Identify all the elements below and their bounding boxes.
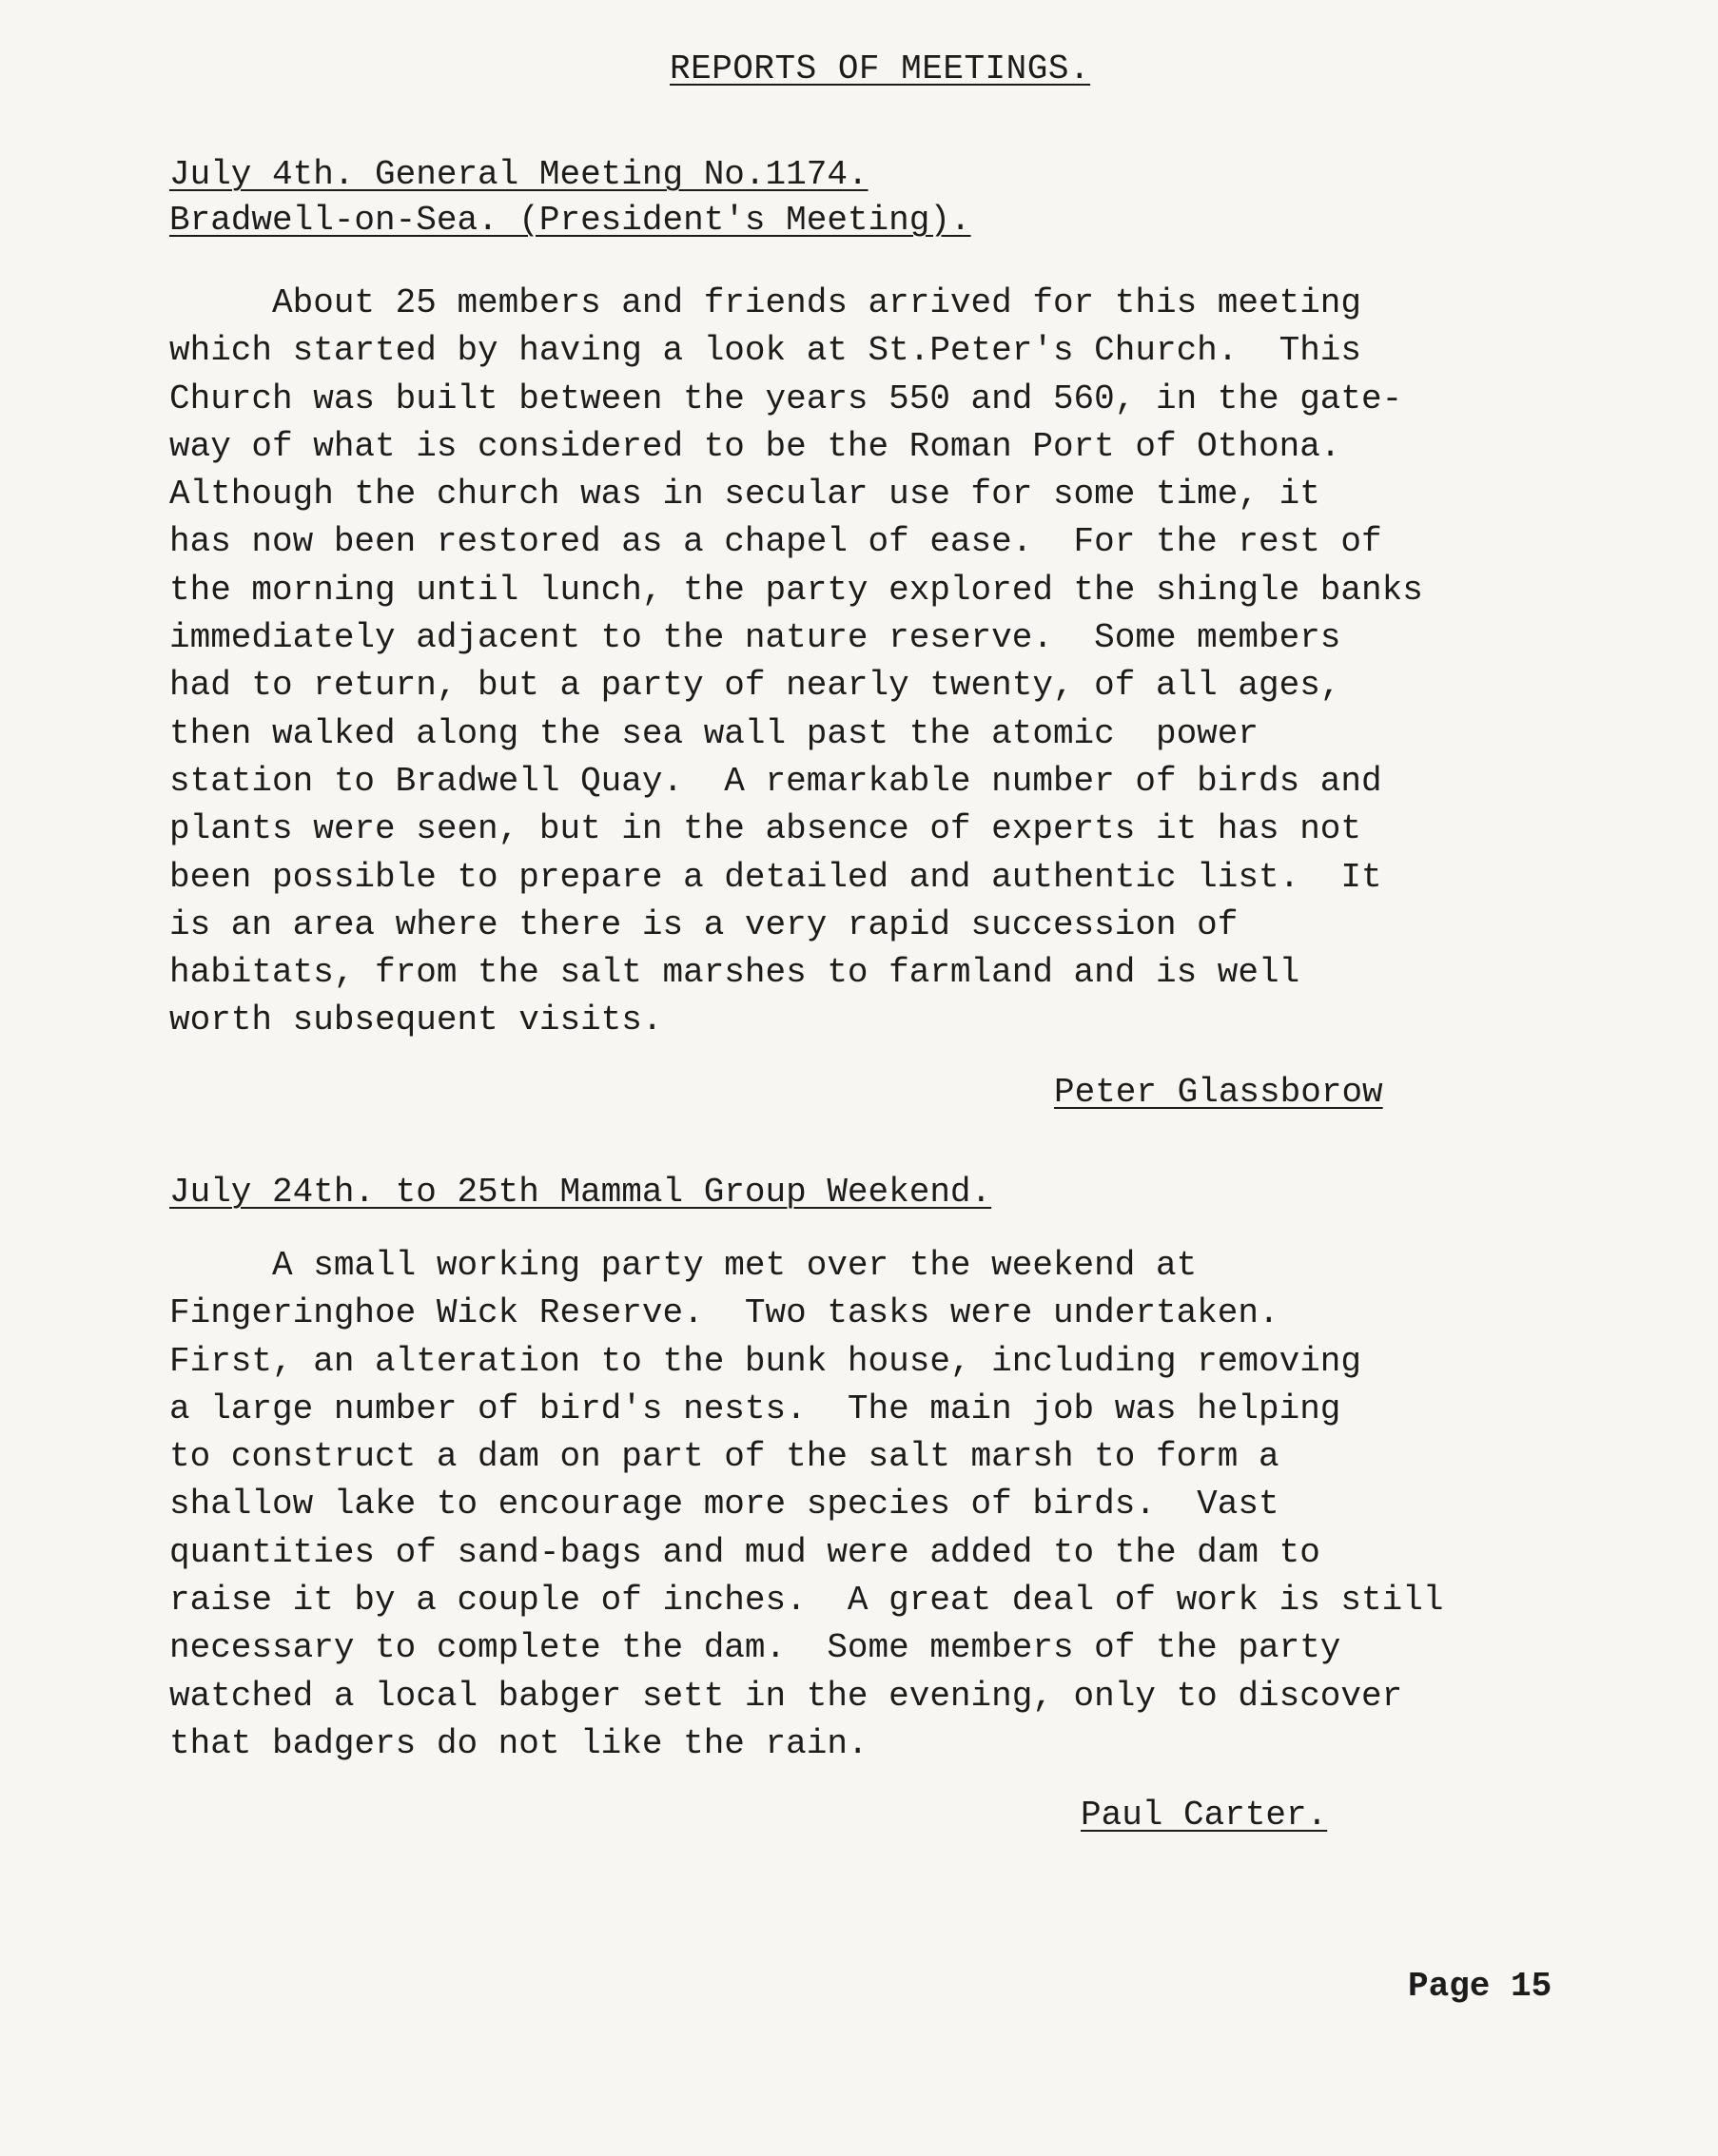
- report-body-mammal-group: A small working party met over the weekend at Fingeringhoe Wick Reserve. Two tasks were undertaken. First, an alteration to the bunk house, including removing a large number of bird's nests. The main job was helping to construct a dam on part of the salt marsh to form a shallow lake to encourage more species of birds. Vast quantities of sand-bags and mud were added to the dam to raise it by a couple of inches. A great deal of work is still necessary to complete the dam. Some members of the party watched a local babger sett in the evening, only to discover that badgers do not like the rain.: [169, 1246, 1444, 1763]
- report-heading-line: Bradwell-on-Sea. (President's Meeting).: [169, 201, 971, 240]
- report-heading-line: July 4th. General Meeting No.1174.: [169, 155, 869, 194]
- page-title: REPORTS OF MEETINGS.: [670, 49, 1091, 88]
- report-heading-bradwell: [169, 152, 971, 243]
- report-signature-mammal-group: Paul Carter.: [1081, 1796, 1328, 1835]
- page-number: Page 15: [1408, 1967, 1552, 2006]
- report-body-bradwell: About 25 members and friends arrived for this meeting which started by having a look at St.Peter's Church. This Church was built between the years 550 and 560, in the gate- way of what is considered to be the Roman Port of Othona. Although the church was in secular use for some time, it has now been restored as a chapel of ease. For the rest of the morning until lunch, the party explored the shingle banks immediately adjacent to the nature reserve. Some members had to return, but a party of nearly twenty, of all ages, then walked along the sea wall past the atomic power station to Bradwell Quay. A remarkable number of birds and plants were seen, but in the absence of experts it has not been possible to prepare a detailed and authentic list. It is an area where there is a very rapid succession of habitats, from the salt marshes to farmland and is well worth subsequent visits.: [169, 283, 1423, 1040]
- report-heading-line: July 24th. to 25th Mammal Group Weekend.: [169, 1173, 992, 1212]
- report-signature-bradwell: Peter Glassborow: [1054, 1073, 1383, 1112]
- report-heading-mammal-group: [169, 1170, 991, 1215]
